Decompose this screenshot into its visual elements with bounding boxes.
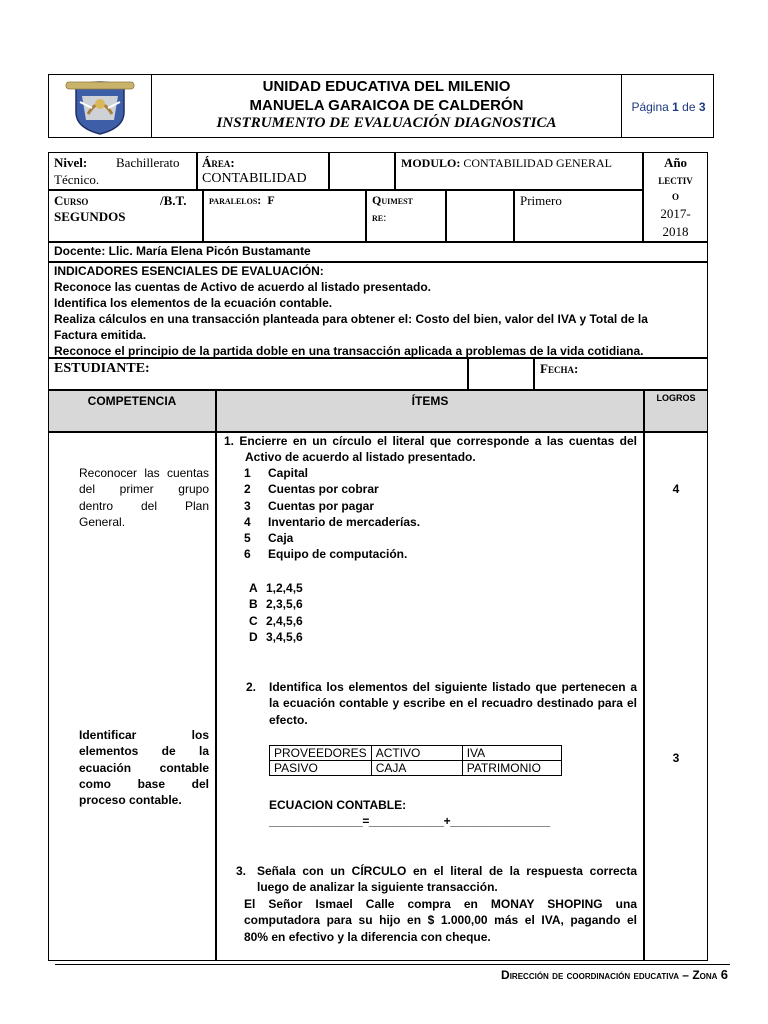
competencia-line: Identificar los (79, 728, 209, 742)
curso-value: SEGUNDOS (54, 209, 126, 224)
paralelos-value: F (267, 193, 275, 207)
table-cell: PASIVO (270, 761, 372, 776)
question-3 (257, 863, 637, 896)
list-number: 3 (244, 498, 251, 513)
curso-label: Curso (54, 193, 89, 208)
school-name-line2: MANUELA GARAICOA DE CALDERÓN (249, 97, 524, 114)
competencia-line: General. (79, 514, 126, 529)
list-label: Caja (268, 531, 294, 546)
items-header-label: ÍTEMS (411, 394, 449, 408)
list-item (244, 546, 604, 562)
area-value: CONTABILIDAD (202, 171, 307, 186)
docente: Docente: Llic. María Elena Picón Bustamante (54, 244, 311, 258)
anio-label: Año (663, 155, 688, 170)
nivel-label: Nivel: (54, 155, 88, 170)
competencia-line: elementos de la (79, 744, 209, 759)
question-number: 2. (246, 680, 257, 694)
question-text: computadora para su hijo en $ 1.000,00 más el IVA, pagando el (244, 913, 637, 928)
nivel-value-2: Técnico. (54, 172, 100, 187)
table-row (270, 761, 562, 776)
footer-divider (55, 964, 730, 965)
question-text: luego de analizar la siguiente transacción. (257, 880, 498, 895)
logros-column (644, 432, 708, 961)
table-cell: CAJA (371, 761, 462, 776)
empty-cell (468, 358, 534, 390)
indicador-item: Reconoce el principio de la partida doble en una transacción aplicada a problemas de la vida cotidiana. (54, 344, 644, 358)
question-number: 3. (236, 864, 247, 878)
question-text: efecto. (269, 712, 308, 727)
anio-label-2: lectiv (658, 172, 693, 187)
question-2 (269, 679, 637, 728)
option-letter: A (249, 581, 258, 595)
logros-header-label: LOGROS (656, 393, 696, 403)
competencia-2 (79, 727, 209, 808)
answer-option[interactable] (249, 580, 449, 596)
competencia-line: ecuación contable (79, 760, 209, 775)
question-text: Activo de acuerdo al listado presentado. (245, 450, 476, 465)
paralelos-label: paralelos: (209, 193, 262, 207)
indicador-item: Factura emitida. (54, 328, 147, 342)
logo-cell (48, 74, 152, 138)
option-letter: B (249, 597, 258, 612)
competencia-line: Reconocer las cuentas (79, 466, 209, 480)
footer-label: Dirección de coordinación educativa – Zona (501, 968, 721, 982)
list-label: Cuentas por cobrar (268, 482, 379, 497)
indicadores-title: INDICADORES ESENCIALES DE EVALUACIÓN: (54, 264, 324, 278)
page-number-cell (621, 74, 714, 138)
question-text: Señala con un CÍRCULO en el literal de la respuesta correcta (257, 864, 637, 878)
table-cell: IVA (462, 746, 561, 761)
quimestre-label-2: re (372, 210, 384, 224)
answer-option[interactable] (249, 596, 449, 612)
question-1 (224, 433, 637, 466)
list-item (244, 514, 604, 530)
table-row (270, 746, 562, 761)
equation-label: ECUACION CONTABLE: (269, 798, 407, 812)
anio-value-2: 2018 (662, 224, 689, 239)
modulo-label: MODULO: (401, 156, 461, 170)
competencia-line: del primer grupo (79, 482, 209, 497)
list-label: Cuentas por pagar (268, 498, 375, 513)
list-label: Capital (268, 466, 309, 480)
curso-bt: /B.T. (160, 193, 187, 208)
competencia-line: dentro del Plan (79, 498, 209, 513)
empty-cell (446, 190, 514, 242)
answer-options (249, 580, 449, 645)
option-text: 3,4,5,6 (266, 629, 303, 644)
logro-value: 3 (672, 751, 680, 765)
equation-blank[interactable]: _______________=____________+________________ (269, 814, 550, 828)
page-prefix: Página (631, 100, 673, 114)
list-number: 5 (244, 531, 251, 546)
question-text: la ecuación contable y escribe en el recuadro destinado para el (269, 696, 637, 711)
question-text: Identifica los elementos del siguiente listado que pertenecen a (269, 680, 637, 694)
option-letter: D (249, 629, 258, 644)
footer-zone-number: 6 (720, 967, 728, 982)
list-item (244, 465, 604, 481)
page-total: 3 (698, 100, 706, 114)
anio-label-3: o (671, 188, 679, 203)
indicador-item: Identifica los elementos de la ecuación contable. (54, 296, 333, 310)
quimestre-colon: : (383, 210, 387, 224)
fecha-label: Fecha: (540, 361, 579, 376)
area-label: Área: (202, 155, 235, 170)
table-cell: PATRIMONIO (462, 761, 561, 776)
option-text: 1,2,4,5 (266, 581, 303, 595)
list-label: Equipo de computación. (268, 547, 408, 562)
list-number: 1 (244, 466, 251, 480)
option-text: 2,4,5,6 (266, 613, 303, 628)
option-text: 2,3,5,6 (266, 597, 303, 612)
document-title: INSTRUMENTO DE EVALUACIÓN DIAGNOSTICA (216, 115, 557, 131)
page-number: 1 (672, 100, 679, 114)
competencia-header-label: COMPETENCIA (87, 394, 177, 408)
indicador-item: Reconoce las cuentas de Activo de acuerdo al listado presentado. (54, 280, 432, 294)
equation-elements-table (269, 745, 562, 776)
answer-option[interactable] (249, 629, 449, 645)
question-text: 1. Encierre en un círculo el literal que corresponde a las cuentas del (224, 434, 637, 448)
estudiante-label: ESTUDIANTE: (54, 361, 150, 376)
list-item (244, 498, 604, 514)
option-letter: C (249, 613, 258, 628)
list-item (244, 481, 604, 497)
list-number: 6 (244, 547, 251, 562)
modulo-value: CONTABILIDAD GENERAL (463, 156, 613, 170)
competencia-1 (79, 465, 209, 530)
competencia-line: proceso contable. (79, 793, 182, 808)
question-text: El Señor Ismael Calle compra en MONAY SHOPING una (244, 897, 637, 911)
table-cell: ACTIVO (371, 746, 462, 761)
list-number: 2 (244, 482, 251, 497)
empty-cell (329, 152, 395, 190)
competencia-line: como base del (79, 776, 209, 791)
answer-option[interactable] (249, 613, 449, 629)
indicador-item: Realiza cálculos en una transacción planteada para obtener el: Costo del bien, valor del IVA y Total de la (54, 312, 648, 326)
list-item (244, 530, 604, 546)
nivel-value: Bachillerato (116, 155, 180, 170)
list-number: 4 (244, 514, 251, 529)
school-name: UNIDAD EDUCATIVA DEL MILENIO (262, 78, 511, 95)
quimestre-label: Quimest (372, 193, 413, 207)
school-crest-logo (48, 74, 152, 138)
logro-value: 4 (672, 482, 680, 496)
question-text: 80% en efectivo y la diferencia con cheque. (244, 929, 491, 944)
account-list (244, 465, 604, 563)
quimestre-value: Primero (520, 193, 562, 208)
anio-value: 2017- (660, 206, 691, 221)
footer-text (501, 967, 728, 982)
table-cell: PROVEEDORES (270, 746, 372, 761)
list-label: Inventario de mercaderías. (268, 514, 421, 529)
question-3-body (244, 896, 637, 945)
page-of: de (678, 100, 699, 114)
